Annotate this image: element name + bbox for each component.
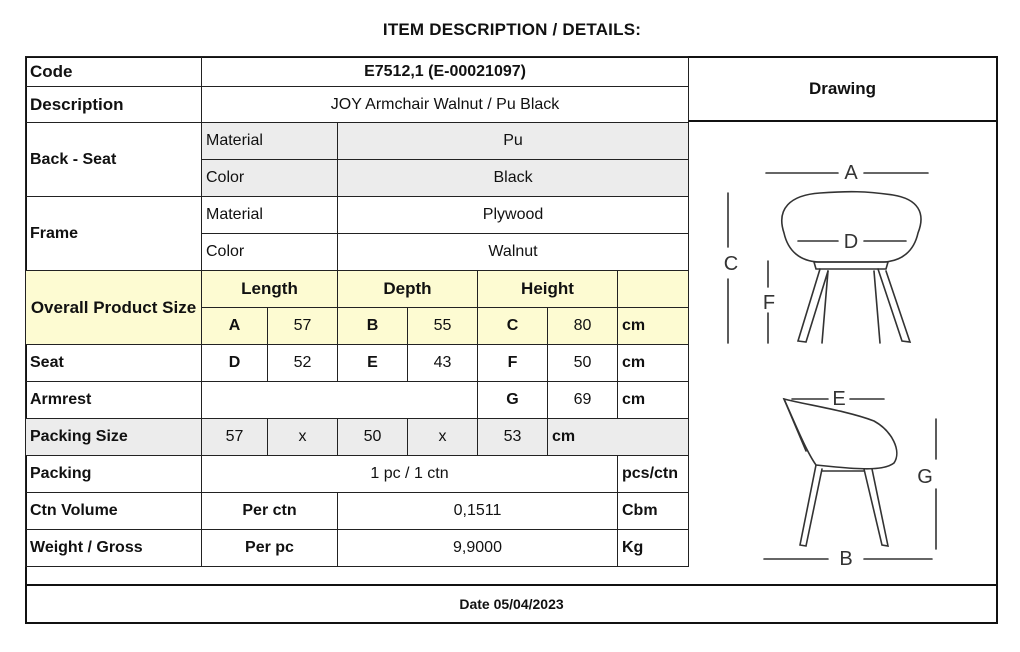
spec-table: [25, 56, 689, 567]
drawing-header: Drawing: [688, 56, 998, 122]
page-title: ITEM DESCRIPTION / DETAILS:: [382, 20, 642, 39]
packing-size-width: 50: [338, 419, 408, 456]
date-footer: Date 05/04/2023: [25, 584, 998, 624]
dim-f-letter: F: [478, 345, 548, 382]
packing-size-x1: x: [268, 419, 338, 456]
seat-label: Seat: [26, 345, 202, 382]
frame-color-label: Color: [202, 234, 338, 271]
dim-g-letter: G: [478, 382, 548, 419]
frame-material-value: Plywood: [338, 197, 689, 234]
description-value: JOY Armchair Walnut / Pu Black: [202, 87, 689, 123]
armrest-blank: [202, 382, 478, 419]
unit-header-blank: [618, 271, 689, 308]
front-seat: [814, 262, 888, 269]
drawing-letter-g: G: [917, 466, 933, 488]
ctn-volume-unit: Cbm: [618, 493, 689, 530]
dim-c-value: 80: [548, 308, 618, 345]
drawing-letter-d: D: [843, 231, 859, 253]
overall-unit: cm: [618, 308, 689, 345]
back-seat-material-value: Pu: [338, 123, 689, 160]
back-seat-color-value: Black: [338, 160, 689, 197]
front-leg-right: [878, 269, 910, 342]
drawing-area: [688, 121, 998, 585]
back-seat-label: Back - Seat: [26, 123, 202, 197]
dim-e-value: 43: [408, 345, 478, 382]
seat-unit: cm: [618, 345, 689, 382]
description-label: Description: [26, 87, 202, 123]
code-label: Code: [26, 57, 202, 87]
chair-drawing: [688, 121, 996, 585]
weight-value: 9,9000: [338, 530, 618, 567]
side-leg-front: [800, 465, 822, 546]
back-seat-color-label: Color: [202, 160, 338, 197]
armrest-unit: cm: [618, 382, 689, 419]
back-seat-material-label: Material: [202, 123, 338, 160]
packing-size-unit: cm: [548, 419, 689, 456]
ctn-volume-label: Ctn Volume: [26, 493, 202, 530]
armrest-label: Armrest: [26, 382, 202, 419]
length-header: Length: [202, 271, 338, 308]
frame-label: Frame: [26, 197, 202, 271]
ctn-volume-per: Per ctn: [202, 493, 338, 530]
dim-a-letter: A: [202, 308, 268, 345]
packing-unit: pcs/ctn: [618, 456, 689, 493]
packing-size-x2: x: [408, 419, 478, 456]
frame-material-label: Material: [202, 197, 338, 234]
dim-b-letter: B: [338, 308, 408, 345]
dim-b-value: 55: [408, 308, 478, 345]
dim-d-letter: D: [202, 345, 268, 382]
drawing-letter-a: A: [844, 162, 858, 184]
weight-label: Weight / Gross: [26, 530, 202, 567]
side-shell-edge: [784, 399, 806, 451]
dim-g-value: 69: [548, 382, 618, 419]
dim-d-value: 52: [268, 345, 338, 382]
drawing-letter-b: B: [839, 548, 853, 570]
weight-unit: Kg: [618, 530, 689, 567]
front-leg-right-inner: [874, 271, 880, 343]
packing-label: Packing: [26, 456, 202, 493]
side-leg-back: [864, 469, 888, 546]
overall-size-label: Overall Product Size: [26, 271, 202, 345]
dim-e-letter: E: [338, 345, 408, 382]
drawing-letter-f: F: [762, 292, 776, 314]
ctn-volume-value: 0,1511: [338, 493, 618, 530]
dim-f-value: 50: [548, 345, 618, 382]
packing-value: 1 pc / 1 ctn: [202, 456, 618, 493]
drawing-letter-c: C: [723, 253, 739, 275]
weight-per: Per pc: [202, 530, 338, 567]
packing-size-length: 57: [202, 419, 268, 456]
frame-color-value: Walnut: [338, 234, 689, 271]
dim-a-value: 57: [268, 308, 338, 345]
drawing-letter-e: E: [832, 388, 846, 410]
dim-c-letter: C: [478, 308, 548, 345]
packing-size-height: 53: [478, 419, 548, 456]
height-header: Height: [478, 271, 618, 308]
code-value: E7512,1 (E-00021097): [202, 57, 689, 87]
packing-size-label: Packing Size: [26, 419, 202, 456]
depth-header: Depth: [338, 271, 478, 308]
